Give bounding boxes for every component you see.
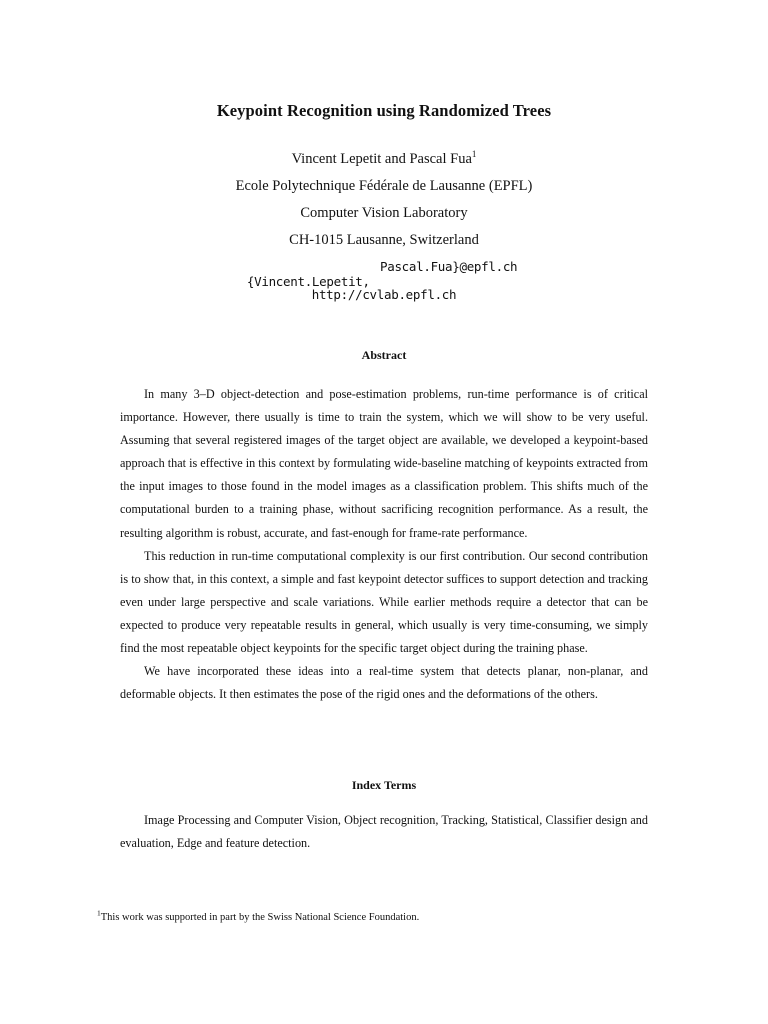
index-terms-body xyxy=(120,809,648,855)
paper-title: Keypoint Recognition using Randomized Trees xyxy=(216,101,552,120)
email-first: {Vincent.Lepetit, xyxy=(246,274,370,289)
lab-url: http://cvlab.epfl.ch xyxy=(311,287,457,302)
abstract-heading: Abstract xyxy=(361,348,407,362)
footnote xyxy=(97,908,657,923)
author-line xyxy=(0,151,768,168)
author-names: Vincent Lepetit and Pascal Fua xyxy=(291,151,472,167)
author-footnote-mark: 1 xyxy=(471,149,477,160)
abstract-paragraph: This reduction in run-time computational complexity is our first contribution. Our second contribution is to show that, in this context, a simple and fast keypoint detector suffices to support detection and tracking even under large perspective and scale variations. While earlier methods require a detector that can be expected to produce very repeatable results in general, which usually is very time-consuming, we simply find the most repeatable object keypoints for the specific target object during the training phase. xyxy=(120,548,648,656)
footnote-text: This work was supported in part by the Swiss National Science Foundation. xyxy=(100,912,420,923)
abstract-paragraph: In many 3–D object-detection and pose-estimation problems, run-time performance is of critical importance. However, there usually is time to train the system, which we will show to be very useful. Assuming that several registered images of the target object are available, we developed a keypoint-based approach that is effective in this context by formulating wide-baseline matching of keypoints extracted from the input images to those found in the model images as a classification problem. This shifts much of the computational burden to a training phase, without sacrificing recognition performance. As a result, the resulting algorithm is robust, accurate, and fast-enough for frame-rate performance. xyxy=(120,387,648,540)
abstract-paragraph: We have incorporated these ideas into a real-time system that detects planar, non-planar, and deformable objects. It then estimates the pose of the rigid ones and the deformations of the others. xyxy=(120,664,648,702)
affiliation-institution: Ecole Polytechnique Fédérale de Lausanne (EPFL) xyxy=(235,178,533,194)
footnote-mark: 1 xyxy=(97,908,101,918)
index-terms-text: Image Processing and Computer Vision, Object recognition, Tracking, Statistical, Classifier design and evaluation, Edge and feature detection. xyxy=(120,813,648,851)
index-terms-heading: Index Terms xyxy=(351,778,417,792)
affiliation-address: CH-1015 Lausanne, Switzerland xyxy=(289,232,479,248)
affiliation-lab: Computer Vision Laboratory xyxy=(300,205,468,221)
abstract-body xyxy=(120,383,648,706)
email-second: Pascal.Fua}@epfl.ch xyxy=(380,259,518,274)
